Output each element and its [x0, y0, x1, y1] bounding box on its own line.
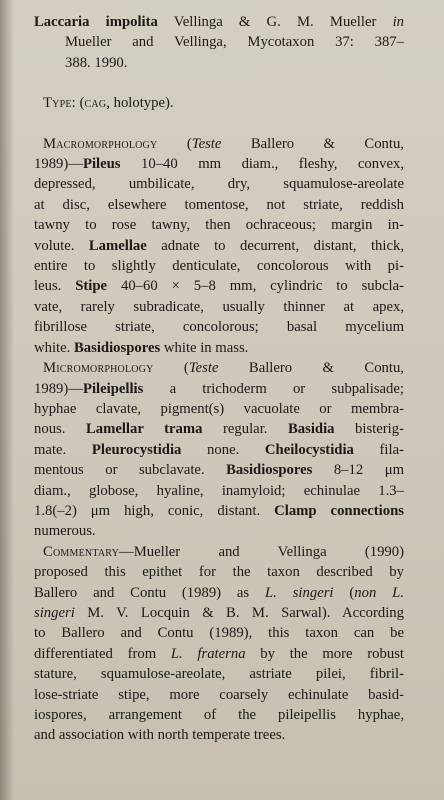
type-label: Type: [43, 95, 76, 112]
commentary-line: and association with north temperate trees. [34, 727, 286, 744]
italic-term: L. singeri [265, 584, 334, 601]
type-line: Type: (cag, holotype). [43, 95, 174, 112]
commentary-line: proposed this epithet for the taxon described by [34, 564, 404, 581]
commentary-line: singeri M. V. Locquin & B. M. Sarwal). According [34, 604, 404, 621]
commentary-paragraph [34, 542, 404, 746]
macro-line: 1989)—Pileus 10–40 mm diam., fleshy, convex, [34, 156, 404, 173]
italic-term: Teste [191, 135, 222, 152]
macro-line: white. Basidiospores white in mass. [34, 339, 249, 356]
binding-shadow [0, 0, 14, 800]
bold-term: Basidiospores [226, 462, 313, 479]
micro-line: numerous. [34, 523, 96, 540]
bold-term: Clamp connections [274, 502, 404, 519]
commentary-line: to Ballero and Contu (1989), this taxon can be [34, 625, 404, 642]
bold-term: Cheilocystidia [264, 441, 354, 458]
bold-term: Stipe [75, 278, 108, 295]
species-in: in [392, 14, 404, 30]
commentary-line: iospores, arrangement of the pileipellis hyphae, [34, 707, 404, 723]
italic-term: Teste [188, 360, 219, 377]
macro-line: tawny to rose tawny, then ochraceous; margin in- [34, 217, 404, 234]
macro-line: vate, rarely subradicate, usually thinner at apex, [34, 298, 404, 315]
commentary-line: stature, squamulose-areolate, astriate pilei, fibril- [34, 666, 404, 683]
micro-line: nous. Lamellar trama regular. Basidia bisterig- [34, 421, 404, 438]
macro-line: entire to slightly denticulate, concolorous with pi- [34, 258, 404, 275]
section-heading: Commentary [43, 543, 120, 560]
section-heading: Micromorphology [43, 360, 154, 377]
herbarium-code: cag [84, 95, 107, 112]
micro-line: Micromorphology (Teste Ballero & Contu, [43, 360, 404, 377]
commentary-line: lose-striate stipe, more coarsely echinulate basid- [34, 686, 404, 703]
bold-term: Basidia [287, 421, 335, 438]
macro-line: Macromorphology (Teste Ballero & Contu, [43, 135, 404, 152]
micro-line: 1.8(–2) μm high, conic, distant. Clamp connections [34, 502, 404, 519]
bold-term: Pileipellis [82, 380, 144, 397]
header-line-1 [34, 12, 404, 32]
micro-line: 1989)—Pileipellis a trichoderm or subpalisade; [34, 380, 404, 397]
header-line-3: 388. 1990. [65, 54, 128, 71]
bold-term: Pleurocystidia [91, 441, 182, 458]
italic-term: non L. [354, 584, 404, 601]
micro-line: mate. Pleurocystidia none. Cheilocystidia fila- [34, 441, 404, 458]
section-heading: Macromorphology [43, 135, 158, 152]
macro-line: leus. Stipe 40–60 × 5–8 mm, cylindric to subcla- [34, 278, 405, 295]
commentary-line: differentiated from L. fraterna by the more robust [34, 645, 405, 662]
macro-line: depressed, umbilicate, dry, squamulose-areolate [34, 176, 404, 193]
italic-term: singeri [34, 604, 75, 621]
spacer [34, 73, 404, 93]
spacer [34, 114, 404, 134]
species-authors: Vellinga & G. M. Mueller [157, 14, 393, 30]
micro-line: diam., globose, hyaline, inamyloid; echinulae 1.3– [34, 482, 404, 499]
micromorphology-paragraph [34, 358, 404, 542]
species-header [34, 12, 404, 73]
bold-term: Pileus [82, 156, 121, 173]
bold-term: Basidiospores [73, 339, 161, 356]
macro-line: at disc, elsewhere tomentose, not striate, reddish [34, 196, 404, 213]
bold-term: Lamellae [88, 237, 147, 254]
micro-line: hyphae clavate, pigment(s) vacuolate or membra- [34, 400, 404, 417]
commentary-line: Commentary—Mueller and Vellinga (1990) [43, 543, 404, 560]
macro-line: fibrillose striate, concolorous; basal mycelium [34, 319, 404, 336]
italic-term: L. fraterna [170, 645, 246, 662]
commentary-line: Ballero and Contu (1989) as L. singeri (non L. [34, 584, 404, 601]
macro-line: volute. Lamellae adnate to decurrent, distant, thick, [34, 237, 404, 254]
micro-line: mentous or subclavate. Basidiospores 8–12 μm [34, 462, 404, 479]
header-line-2: Mueller and Vellinga, Mycotaxon 37: 387– [65, 34, 404, 51]
species-name: Laccaria impolita [34, 14, 158, 30]
bold-term: Lamellar trama [85, 421, 203, 438]
page-text [34, 12, 404, 746]
macromorphology-paragraph [34, 134, 404, 358]
